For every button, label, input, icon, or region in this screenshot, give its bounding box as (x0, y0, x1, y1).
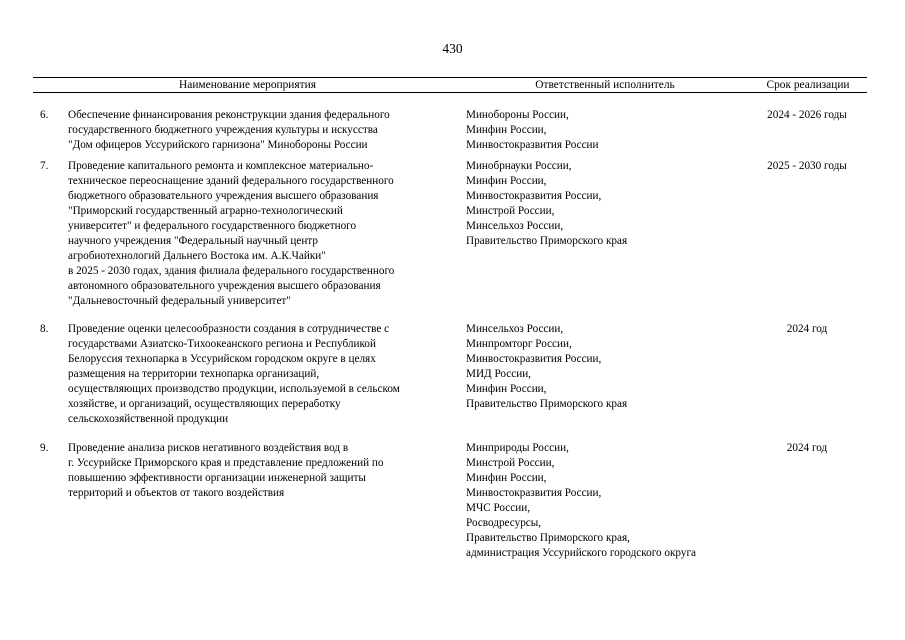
responsible-line: Минфин России, (466, 472, 547, 484)
page-number: 430 (442, 41, 463, 56)
responsible-executors (466, 441, 751, 561)
responsible-line: Минфин России, (466, 175, 547, 187)
responsible-line: Росводресурсы, (466, 517, 542, 529)
responsible-line: администрация Уссурийского городского округа (466, 547, 697, 559)
implementation-term: 2024 год (786, 442, 828, 454)
table-header-bottom-rule (33, 92, 867, 93)
responsible-executors (466, 322, 751, 412)
activity-name (68, 159, 463, 309)
row-number: 8. (40, 323, 49, 335)
responsible-line: Минвостокразвития России, (466, 353, 602, 365)
responsible-line: Минфин России, (466, 124, 547, 136)
responsible-line: Правительство Приморского края (466, 398, 628, 410)
responsible-line: Минфин России, (466, 383, 547, 395)
activity-name-line: научного учреждения "Федеральный научный центр (68, 235, 318, 247)
responsible-line: Правительство Приморского края, (466, 532, 630, 544)
activity-name-line: повышению эффективности организации инженерной защиты (68, 472, 366, 484)
activity-name-line: агробиотехнологий Дальнего Востока им. А.К.Чайки" (68, 250, 326, 262)
activity-name-line: техническое переоснащение зданий федерального государственного (68, 175, 394, 187)
column-header-responsible: Ответственный исполнитель (535, 79, 675, 91)
responsible-line: Минстрой России, (466, 457, 555, 469)
activity-name-line: Проведение оценки целесообразности создания в сотрудничестве с (68, 323, 390, 335)
activity-name-line: "Приморский государственный аграрно-технологический (68, 205, 343, 217)
row-number: 9. (40, 442, 49, 454)
activity-name-line: Проведение анализа рисков негативного воздействия вод в (68, 442, 349, 454)
responsible-line: Минвостокразвития России, (466, 487, 602, 499)
responsible-line: Минприроды России, (466, 442, 569, 454)
row-number: 7. (40, 160, 49, 172)
column-header-term: Срок реализации (766, 79, 850, 91)
activity-name-line: государственного бюджетного учреждения культуры и искусства (68, 124, 378, 136)
responsible-line: Минстрой России, (466, 205, 555, 217)
responsible-line: Минпромторг России, (466, 338, 572, 350)
responsible-line: МИД России, (466, 368, 531, 380)
activity-name-line: "Дальневосточный федеральный университет" (68, 295, 291, 307)
column-header-name: Наименование мероприятия (179, 79, 316, 91)
implementation-term: 2024 год (786, 323, 828, 335)
responsible-line: Минобрнауки России, (466, 160, 572, 172)
activity-name (68, 322, 463, 427)
activity-name-line: хозяйстве, и организаций, осуществляющих переработку (68, 398, 341, 410)
row-number: 6. (40, 109, 49, 121)
responsible-line: Минвостокразвития России, (466, 190, 602, 202)
activity-name-line: "Дом офицеров Уссурийского гарнизона" Минобороны России (68, 139, 368, 151)
activity-name-line: Проведение капитального ремонта и комплексное материально- (68, 160, 374, 172)
responsible-line: Минвостокразвития России (466, 139, 599, 151)
responsible-executors (466, 159, 751, 249)
activity-name-line: сельскохозяйственной продукции (68, 413, 229, 425)
implementation-term: 2024 - 2026 годы (767, 109, 847, 121)
responsible-executors (466, 108, 751, 153)
activity-name-line: Обеспечение финансирования реконструкции здания федерального (68, 109, 390, 121)
responsible-line: МЧС России, (466, 502, 530, 514)
activity-name (68, 441, 463, 501)
responsible-line: Минсельхоз России, (466, 220, 564, 232)
activity-name-line: территорий и объектов от такого воздействия (68, 487, 285, 499)
responsible-line: Минобороны России, (466, 109, 569, 121)
activity-name (68, 108, 463, 153)
activity-name-line: в 2025 - 2030 годах, здания филиала федерального государственного (68, 265, 395, 277)
activity-name-line: университет" и федерального государственного бюджетного (68, 220, 357, 232)
activity-name-line: автономного образовательного учреждения высшего образования (68, 280, 381, 292)
responsible-line: Минсельхоз России, (466, 323, 564, 335)
activity-name-line: осуществляющих производство продукции, используемой в сельском (68, 383, 400, 395)
activity-name-line: бюджетного образовательного учреждения высшего образования (68, 190, 379, 202)
implementation-term: 2025 - 2030 годы (767, 160, 847, 172)
activity-name-line: Белоруссия технопарка в Уссурийском городском округе в целях (68, 353, 376, 365)
activity-name-line: государствами Азиатско-Тихоокеанского региона и Республикой (68, 338, 376, 350)
activity-name-line: г. Уссурийске Приморского края и представление предложений по (68, 457, 384, 469)
responsible-line: Правительство Приморского края (466, 235, 628, 247)
activity-name-line: размещения на территории технопарка организаций, (68, 368, 320, 380)
